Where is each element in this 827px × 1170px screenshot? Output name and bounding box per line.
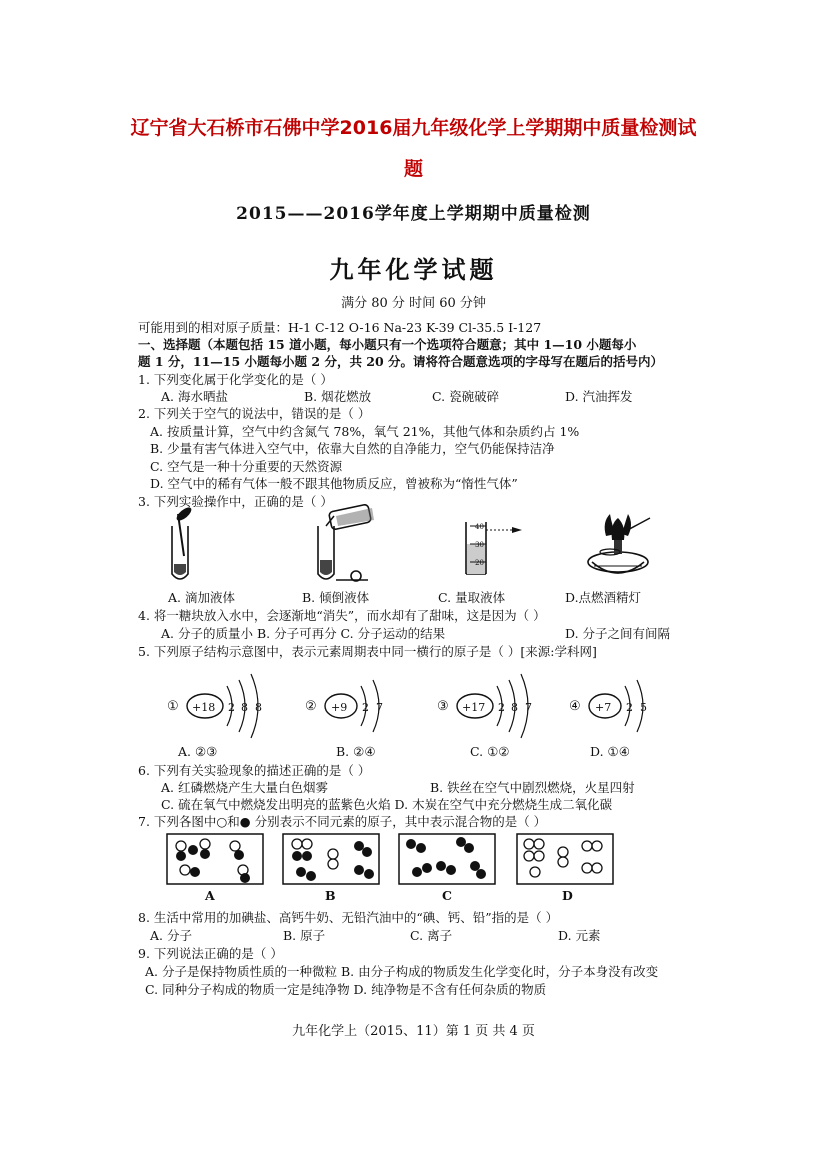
q9-options-ab: A. 分子是保持物质性质的一种微粒 B. 由分子构成的物质发生化学变化时，分子本身没有改变 [145, 964, 659, 979]
atom-label-4: ④ [569, 699, 581, 714]
q1-option-a: A. 海水晒盐 [161, 389, 228, 404]
atom-shell-1-3: 8 [255, 701, 262, 714]
alcohol-lamp-figure [588, 514, 650, 573]
particle-box-d [517, 834, 613, 884]
atom-shell-4-2: 5 [640, 701, 647, 714]
document-title-line1: 辽宁省大石桥市石佛中学2016届九年级化学上学期期中质量检测试 [130, 117, 697, 139]
q1-option-c: C. 瓷碗破碎 [432, 389, 500, 404]
q3-stem: 3. 下列实验操作中，正确的是（ ） [138, 494, 333, 509]
cylinder-mark-20: 20 [475, 559, 484, 567]
q8-option-c: C. 离子 [410, 928, 453, 943]
q9-stem: 9. 下列说法正确的是（ ） [138, 946, 283, 961]
q6-stem: 6. 下列有关实验现象的描述正确的是（ ） [138, 763, 371, 778]
exam-subtitle: 2015——2016学年度上学期期中质量检测 [236, 204, 591, 224]
q7-option-d: D [562, 888, 573, 903]
q5-option-a: A. ②③ [178, 744, 218, 759]
q9-options-cd: C. 同种分子构成的物质一定是纯净物 D. 纯净物是不含有任何杂质的物质 [145, 982, 547, 997]
atomic-masses: 可能用到的相对原子质量：H-1 C-12 O-16 Na-23 K-39 Cl-35.5 I-127 [138, 320, 542, 335]
q1-option-d: D. 汽油挥发 [565, 389, 633, 404]
q7-option-b: B [325, 888, 336, 903]
q8-stem: 8. 生活中常用的加碘盐、高钙牛奶、无铅汽油中的“碘、钙、铅”指的是（ ） [138, 910, 559, 925]
q6-option-b: B. 铁丝在空气中剧烈燃烧，火星四射 [430, 780, 635, 795]
q8-option-a: A. 分子 [150, 928, 192, 943]
cylinder-mark-40: 40 [475, 523, 484, 531]
dropping-liquid-figure [172, 505, 193, 579]
q5-option-c: C. ①② [470, 744, 510, 759]
q5-option-d: D. ①④ [590, 744, 630, 759]
atom-shell-2-1: 2 [362, 701, 369, 714]
q8-option-d: D. 元素 [558, 928, 601, 943]
exam-title: 九年化学试题 [329, 255, 498, 284]
atom-nucleus-4: +7 [595, 701, 612, 714]
q3-option-b: B. 倾倒液体 [302, 590, 370, 605]
q2-option-c: C. 空气是一种十分重要的天然资源 [150, 459, 343, 474]
q3-option-c: C. 量取液体 [438, 590, 506, 605]
score-time: 满分 80 分 时间 60 分钟 [341, 296, 486, 311]
q2-option-a: A. 按质量计算，空气中约含氮气 78%，氧气 21%，其他气体和杂质约占 1% [150, 424, 580, 439]
q5-atom-diagrams [165, 670, 685, 740]
atom-nucleus-3: +17 [462, 701, 486, 714]
particle-box-a [167, 834, 263, 884]
q8-option-b: B. 原子 [283, 928, 326, 943]
atom-shell-3-3: 7 [525, 701, 532, 714]
q3-option-a: A. 滴加液体 [168, 590, 235, 605]
atom-label-1: ① [167, 699, 179, 714]
atom-label-2: ② [305, 699, 317, 714]
atom-nucleus-1: +18 [192, 701, 216, 714]
q5-option-b: B. ②④ [336, 744, 376, 759]
particle-box-c [399, 834, 495, 884]
atom-diagram-1 [167, 674, 262, 738]
q4-options-abc: A. 分子的质量小 B. 分子可再分 C. 分子运动的结果 [161, 626, 446, 641]
particle-box-b [283, 834, 379, 884]
atom-shell-3-2: 8 [511, 701, 518, 714]
document-title-line2: 题 [403, 158, 423, 180]
q7-option-a: A [205, 888, 215, 903]
q2-stem: 2. 下列关于空气的说法中，错误的是（ ） [138, 406, 371, 421]
q5-stem: 5. 下列原子结构示意图中，表示元素周期表中同一横行的原子是（ ）[来源:学科网] [138, 644, 597, 659]
q1-option-b: B. 烟花燃放 [304, 389, 372, 404]
q2-option-b: B. 少量有害气体进入空气中，依靠大自然的自净能力，空气仍能保持洁净 [150, 441, 555, 456]
atom-shell-1-1: 2 [228, 701, 235, 714]
atom-shell-4-1: 2 [626, 701, 633, 714]
q2-option-d: D. 空气中的稀有气体一般不跟其他物质反应，曾被称为“惰性气体” [150, 476, 518, 491]
q1-stem: 1. 下列变化属于化学变化的是（ ） [138, 372, 333, 387]
q4-option-d: D. 分子之间有间隔 [565, 626, 671, 641]
atom-label-3: ③ [437, 699, 449, 714]
atom-shell-1-2: 8 [241, 701, 248, 714]
atom-nucleus-2: +9 [331, 701, 348, 714]
atom-shell-2-2: 7 [376, 701, 383, 714]
q6-option-cd: C. 硫在氧气中燃烧发出明亮的蓝紫色火焰 D. 木炭在空气中充分燃烧生成二氧化碳 [161, 797, 613, 812]
section1-instructions-line1: 一、选择题（本题包括 15 道小题，每小题只有一个选项符合题意；其中 1—10 小题每小 [138, 337, 637, 352]
q3-apparatus-figures [140, 504, 700, 586]
graduated-cylinder-figure [466, 522, 522, 574]
q3-option-d: D.点燃酒精灯 [565, 590, 642, 605]
atom-diagram-3 [437, 674, 532, 738]
section1-instructions-line2: 题 1 分，11—15 小题每小题 2 分，共 20 分。请将符合题意选项的字母写在题后的括号内） [138, 354, 664, 369]
cylinder-mark-30: 30 [475, 541, 484, 549]
pouring-liquid-figure [318, 504, 374, 581]
q7-option-c: C [442, 888, 452, 903]
q6-option-a: A. 红磷燃烧产生大量白色烟雾 [161, 780, 328, 795]
q7-particle-boxes [165, 832, 625, 888]
atom-diagram-4 [569, 680, 647, 732]
q4-stem: 4. 将一糖块放入水中，会逐渐地“消失”，而水却有了甜味，这是因为（ ） [138, 608, 546, 623]
q7-stem: 7. 下列各图中○和● 分别表示不同元素的原子，其中表示混合物的是（ ） [138, 814, 547, 829]
atom-diagram-2 [305, 680, 383, 732]
page-footer: 九年化学上（2015、11）第 1 页 共 4 页 [292, 1024, 535, 1039]
atom-shell-3-1: 2 [498, 701, 505, 714]
